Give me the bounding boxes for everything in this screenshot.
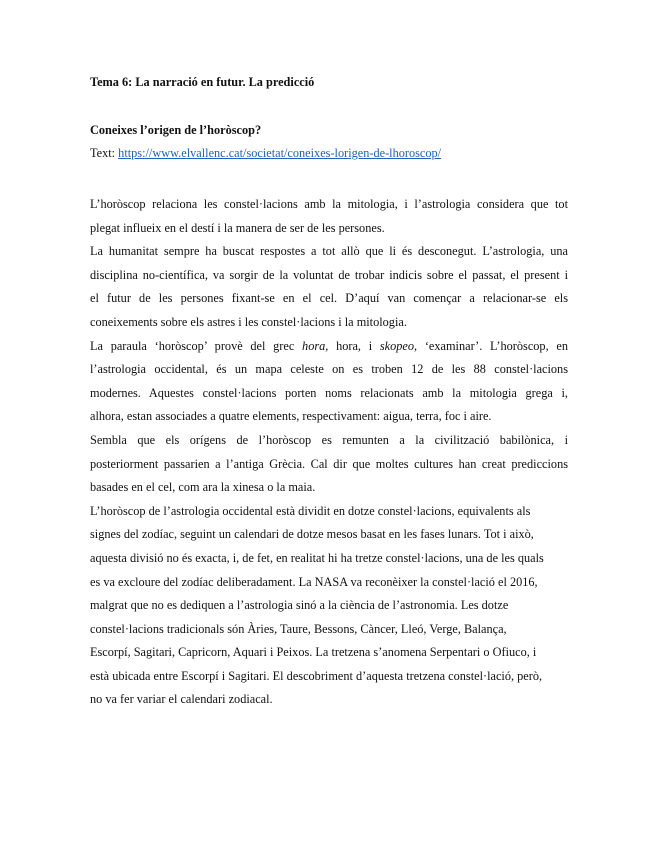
text-line: coneixements sobre els astres i les constel·lacions i la mitologia.: [90, 314, 407, 329]
text-line: posteriorment passarien a l’antiga Grècia. Cal dir que moltes cultures han creat prediccions: [90, 456, 568, 471]
text-run: La paraula ‘horòscop’ provè del grec: [90, 338, 303, 353]
text-line: [90, 335, 568, 359]
text-line: Sembla que els orígens de l’horòscop es remunten a la civilització babilònica, i: [90, 432, 568, 447]
paragraph: [90, 193, 568, 240]
paragraph: [90, 500, 568, 712]
text-line: modernes. Aquestes constel·lacions porten noms relacionats amb la mitologia grega i,: [90, 385, 568, 400]
text-line: no va fer variar el calendari zodiacal.: [90, 692, 273, 707]
text-line: signes del zodíac, seguint un calendari de dotze mesos basat en les fases lunars. Tot i això,: [90, 527, 534, 542]
text-line: constel·lacions tradicionals són Àries, Taure, Bessons, Càncer, Lleó, Verge, Balança,: [90, 621, 507, 636]
article-body: [90, 193, 568, 712]
source-line: [90, 145, 568, 162]
text-line: malgrat que no es dediquen a l’astrologia sinó a la ciència de l’astronomia. Les dotze: [90, 598, 509, 613]
text-line: plegat influeix en el destí i la manera de ser de les persones.: [90, 220, 385, 235]
document-title: Tema 6: La narració en futur. La predicció: [90, 75, 315, 89]
text-line: basades en el cel, com ara la xinesa o la maia.: [90, 480, 316, 495]
source-label: Text:: [90, 146, 119, 160]
text-line: La humanitat sempre ha buscat respostes a tot allò que li és desconegut. L’astrologia, una: [90, 244, 568, 259]
text-line: L’horòscop relaciona les constel·lacions amb la mitologia, i l’astrologia considera que tot: [90, 197, 568, 211]
text-line: Escorpí, Sagitari, Capricorn, Aquari i Peixos. La tretzena s’anomena Serpentari o Ofiuco, i: [90, 645, 537, 660]
text-line: el futur de les persones fixant-se en el cel. D’aquí van començar a relacionar-se els: [90, 291, 568, 306]
text-line: disciplina no-científica, va sorgir de la voluntat de trobar indicis sobre el passat, el present i: [90, 267, 568, 282]
text-run: , ‘examinar’. L’horòscop, en: [414, 338, 568, 353]
source-link[interactable]: https://www.elvallenc.cat/societat/coneixes-lorigen-de-lhoroscop/: [118, 146, 442, 160]
text-line: L’horòscop de l’astrologia occidental està dividit en dotze constel·lacions, equivalents als: [90, 503, 531, 518]
article-heading: Coneixes l’origen de l’horòscop?: [90, 123, 262, 137]
text-line: l’astrologia occidental, és un mapa celeste on es troben 12 de les 88 constel·lacions: [90, 362, 568, 377]
italic-term: skopeo: [379, 338, 415, 353]
paragraph: [90, 335, 568, 429]
document-page: [90, 74, 568, 712]
text-line: està ubicada entre Escorpí i Sagitari. El descobriment d’aquesta tretzena constel·lació, però,: [90, 668, 543, 683]
italic-term: hora: [302, 338, 326, 353]
paragraph: [90, 240, 568, 334]
text-line: es va excloure del zodíac deliberadament. La NASA va reconèixer la constel·lació el 2016,: [90, 574, 538, 589]
paragraph: [90, 429, 568, 500]
text-run: , hora, i: [325, 338, 380, 353]
text-line: alhora, estan associades a quatre elements, respectivament: aigua, terra, foc i aire.: [90, 409, 492, 424]
text-line: aquesta divisió no és exacta, i, de fet, en realitat hi ha tretze constel·lacions, una de les quals: [90, 550, 544, 565]
